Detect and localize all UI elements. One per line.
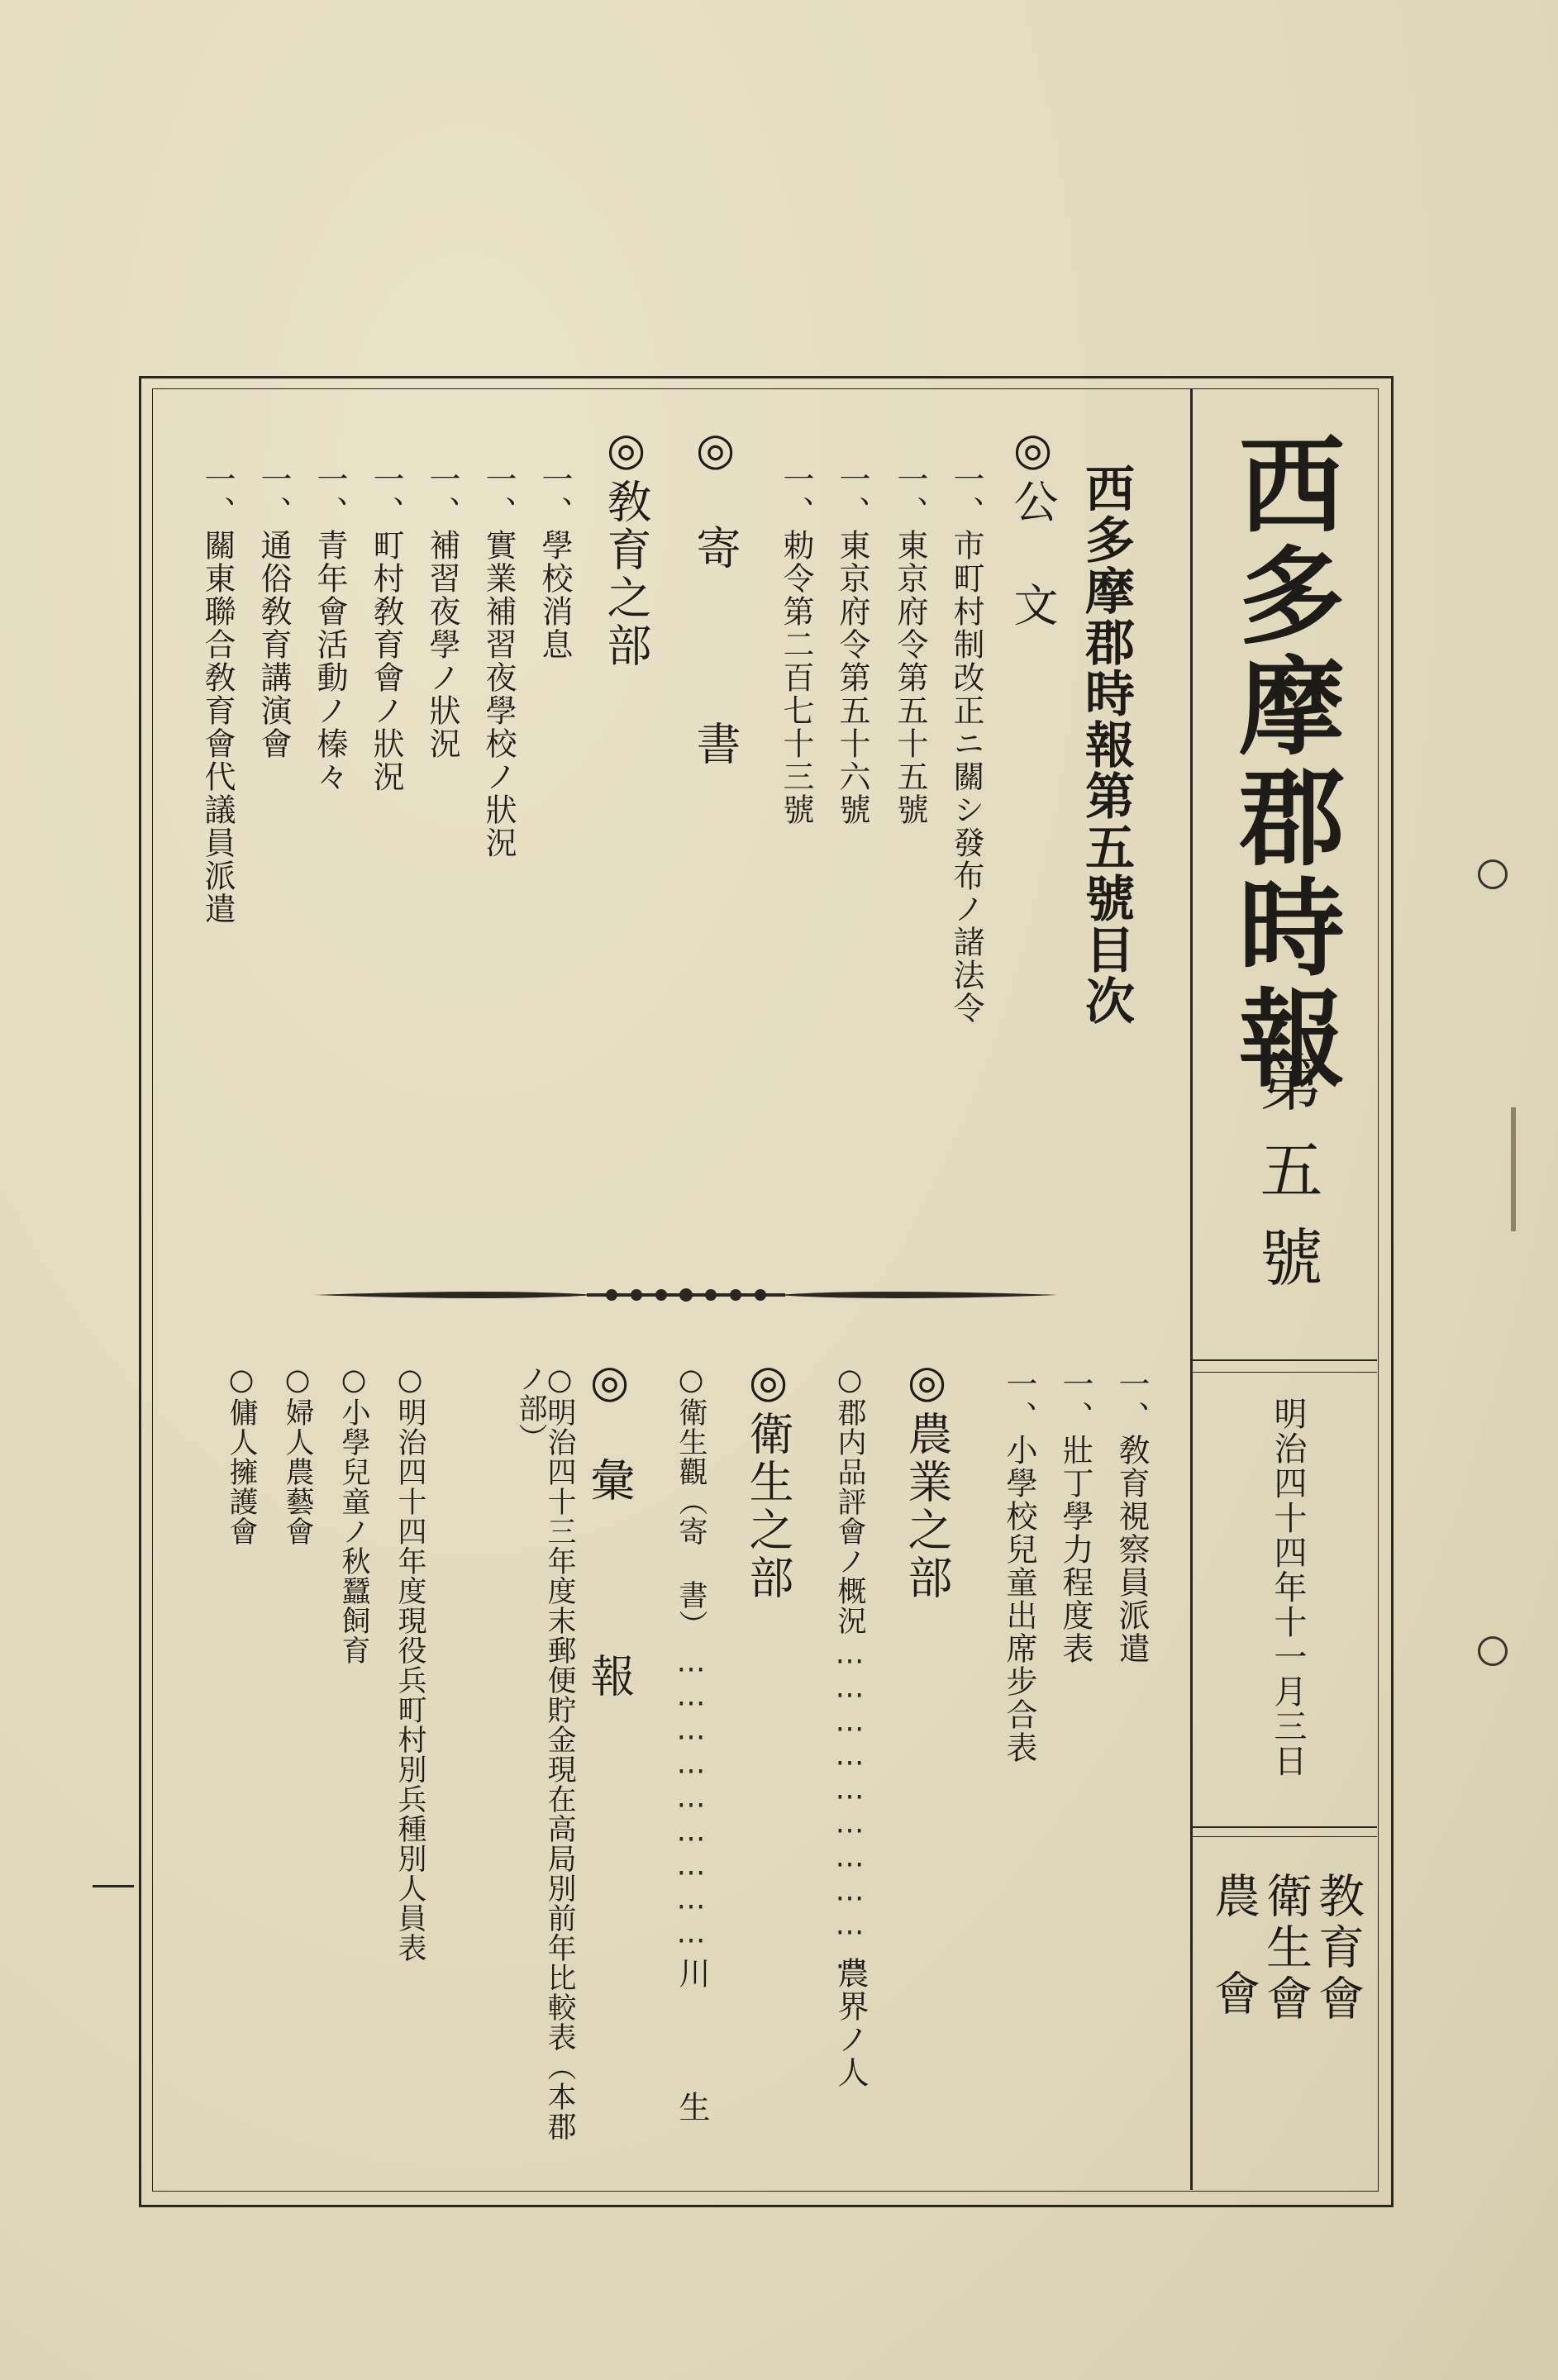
- leader-dots-eisei: ⋯⋯⋯⋯⋯⋯⋯⋯⋯: [674, 1653, 708, 1958]
- toc-item-koubun-2: 一、東京府令第五十五號: [892, 463, 928, 826]
- leader-dots-nougyou: ⋯⋯⋯⋯⋯⋯⋯⋯⋯⋯: [833, 1645, 866, 1983]
- toc-item-ihou-2: ○明治四十四年度現役兵町村別兵種別人員表: [393, 1364, 426, 1963]
- toc-item-kyouiku-6: 一、通俗敎育講演會: [255, 463, 292, 760]
- toc-item-kyouiku-7: 一、關東聯合敎育會代議員派遣: [199, 463, 236, 926]
- toc-item-kyouiku-10: 一、小學校兒童出席步合表: [1001, 1368, 1037, 1764]
- section-koubun: ◎公 文: [1007, 423, 1059, 630]
- toc-heading: 西多摩郡時報第五號目次: [1077, 463, 1135, 1026]
- toc-item-koubun-1: 一、市町村制改正ニ關シ發布ノ諸法令: [948, 463, 984, 1025]
- masthead-title: 西多摩郡時報: [1221, 430, 1345, 1094]
- section-ihou: ◎彙 報: [584, 1355, 636, 1747]
- toc-item-kyouiku-9: 一、壯丁學力程度表: [1057, 1368, 1093, 1665]
- toc-author-nougyou-1: 農界ノ人: [832, 1957, 869, 2089]
- toc-item-nougyou-1: ○郡内品評會ノ概況: [833, 1364, 866, 1635]
- publisher-1: 教育會: [1311, 1872, 1365, 2025]
- toc-item-koubun-3: 一、東京府令第五十六號: [834, 463, 870, 826]
- section-eisei: ◎衛生之部: [742, 1355, 794, 1602]
- masthead-rule-4: [1192, 1836, 1377, 1837]
- toc-item-eisei-1: ○衛生觀（寄 書）: [674, 1364, 708, 1640]
- masthead-rule-3: [1192, 1826, 1377, 1828]
- publisher-2: 衛生會: [1259, 1872, 1313, 2025]
- toc-item-kyouiku-2: 一、實業補習夜學校ノ狀況: [480, 463, 517, 859]
- section-kyouiku: ◎敎育之部: [600, 423, 652, 670]
- toc-item-kyouiku-8: 一、敎育視察員派遣: [1113, 1368, 1150, 1665]
- binding-hole-bottom: [1478, 1636, 1508, 1666]
- ornamental-divider: [314, 1285, 1058, 1305]
- margin-tick: [93, 1885, 134, 1887]
- toc-item-kyouiku-1: 一、學校消息: [536, 463, 573, 661]
- staple-mark: [1511, 1107, 1516, 1231]
- section-nougyou: ◎農業之部: [901, 1355, 953, 1602]
- masthead-rule-1: [1192, 1359, 1377, 1361]
- toc-item-ihou-5: ○傭人擁護會: [225, 1364, 258, 1546]
- section-kisho: ◎寄 書: [689, 423, 741, 815]
- publisher-3: 農會: [1207, 1872, 1260, 2067]
- masthead-date: 明治四十四年十一月三日: [1269, 1397, 1307, 1778]
- toc-item-kyouiku-3: 一、補習夜學ノ狀況: [424, 463, 460, 760]
- binding-hole-top: [1478, 859, 1508, 889]
- toc-item-ihou-1: ○明治四十三年度末郵便貯金現在高局別前年比較表（本郡ノ部）: [514, 1364, 576, 2141]
- toc-item-ihou-4: ○婦人農藝會: [281, 1364, 314, 1546]
- toc-item-kyouiku-5: 一、青年會活動ノ榛々: [312, 463, 348, 793]
- toc-item-kyouiku-4: 一、町村敎育會ノ狀況: [368, 463, 404, 793]
- toc-author-eisei-1: 川 生: [674, 1957, 710, 2155]
- toc-item-koubun-4: 一、勅令第二百七十三號: [778, 463, 814, 826]
- masthead-issue: 第五號: [1250, 1050, 1323, 1312]
- masthead-rule-2: [1192, 1372, 1377, 1373]
- toc-item-ihou-3: ○小學兒童ノ秋蠶飼育: [337, 1364, 370, 1665]
